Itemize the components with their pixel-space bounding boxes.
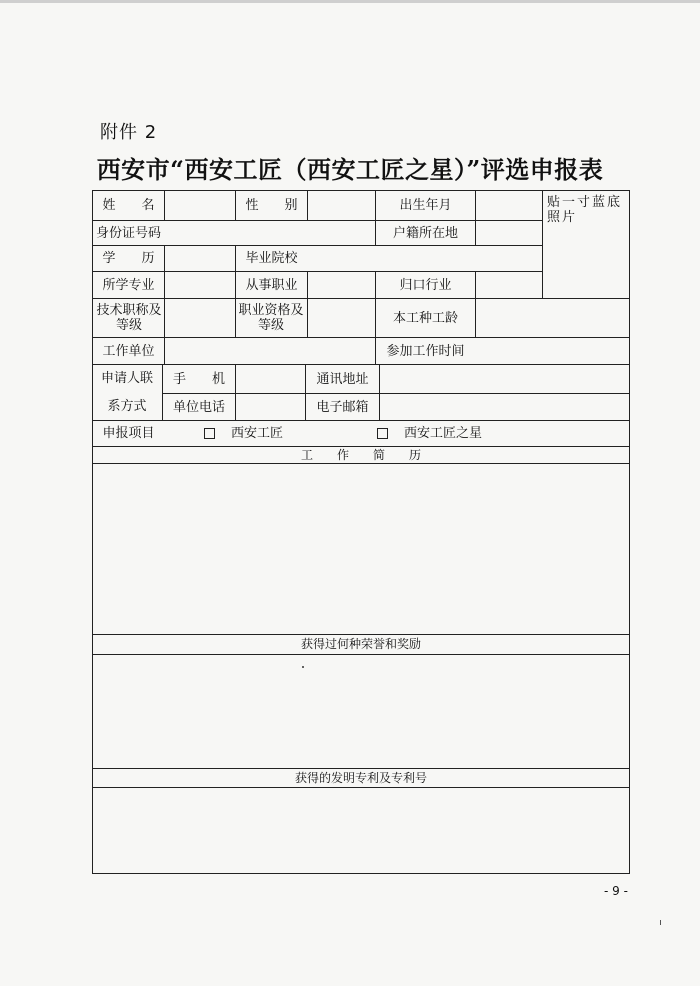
label-work-start: 参加工作时间 bbox=[386, 343, 465, 359]
grid-line bbox=[92, 463, 630, 464]
attachment-label: 附件 2 bbox=[100, 122, 158, 143]
label-birth: 出生年月 bbox=[399, 198, 452, 213]
grid-line bbox=[92, 873, 630, 874]
grid-line bbox=[629, 190, 630, 874]
grid-line bbox=[475, 271, 476, 337]
scan-speck bbox=[302, 666, 304, 668]
grid-line bbox=[307, 190, 308, 220]
option-xian-craftsman-star[interactable] bbox=[377, 421, 517, 446]
grid-line bbox=[475, 190, 476, 245]
checkbox[interactable] bbox=[204, 428, 215, 439]
label-unit-phone: 单位电话 bbox=[172, 399, 225, 415]
label-education: 学 历 bbox=[102, 251, 155, 266]
grid-line bbox=[92, 420, 630, 421]
label-address: 通讯地址 bbox=[316, 371, 369, 387]
form-title: 西安市“西安工匠（西安工匠之星）”评选申报表 bbox=[96, 155, 604, 184]
label-mobile: 手 机 bbox=[172, 371, 225, 387]
label-project: 申报项目 bbox=[102, 426, 155, 441]
label-vocational: 职业资格及等级 bbox=[238, 303, 304, 333]
option-xian-craftsman[interactable] bbox=[204, 421, 314, 446]
label-hukou: 户籍所在地 bbox=[392, 225, 458, 241]
label-major: 所学专业 bbox=[102, 277, 155, 293]
section-work-resume: 工 作 简 历 bbox=[300, 447, 421, 462]
label-school: 毕业院校 bbox=[245, 251, 298, 266]
grid-line bbox=[92, 654, 630, 655]
grid-line bbox=[379, 364, 380, 420]
option-label: 西安工匠 bbox=[231, 426, 284, 441]
grid-line bbox=[307, 271, 308, 337]
checkbox[interactable] bbox=[377, 428, 388, 439]
label-contact: 申请人联系方式 bbox=[100, 371, 153, 414]
grid-line bbox=[92, 337, 630, 338]
page-number: - 9 - bbox=[604, 884, 628, 898]
scan-edge bbox=[0, 0, 700, 3]
label-name: 姓 名 bbox=[102, 198, 155, 213]
section-honors: 获得过何种荣誉和奖励 bbox=[300, 637, 421, 651]
label-email: 电子邮箱 bbox=[316, 399, 369, 415]
option-label: 西安工匠之星 bbox=[404, 426, 483, 441]
label-tech-title: 技术职称及等级 bbox=[96, 303, 162, 333]
label-industry: 归口行业 bbox=[399, 277, 452, 293]
grid-line bbox=[235, 364, 236, 420]
scan-mark bbox=[660, 920, 661, 925]
label-id-number: 身份证号码 bbox=[95, 225, 161, 241]
section-patents: 获得的发明专利及专利号 bbox=[294, 770, 427, 785]
grid-line bbox=[92, 787, 630, 788]
grid-line bbox=[92, 298, 630, 299]
photo-placeholder: 贴一寸蓝底照片 bbox=[547, 195, 623, 225]
grid-line bbox=[164, 245, 165, 364]
label-work-age: 本工种工龄 bbox=[392, 310, 458, 326]
label-work-unit: 工作单位 bbox=[102, 343, 155, 359]
grid-line bbox=[164, 190, 165, 220]
label-occupation: 从事职业 bbox=[245, 277, 298, 293]
label-gender: 性 别 bbox=[245, 198, 298, 213]
application-form bbox=[92, 190, 630, 874]
